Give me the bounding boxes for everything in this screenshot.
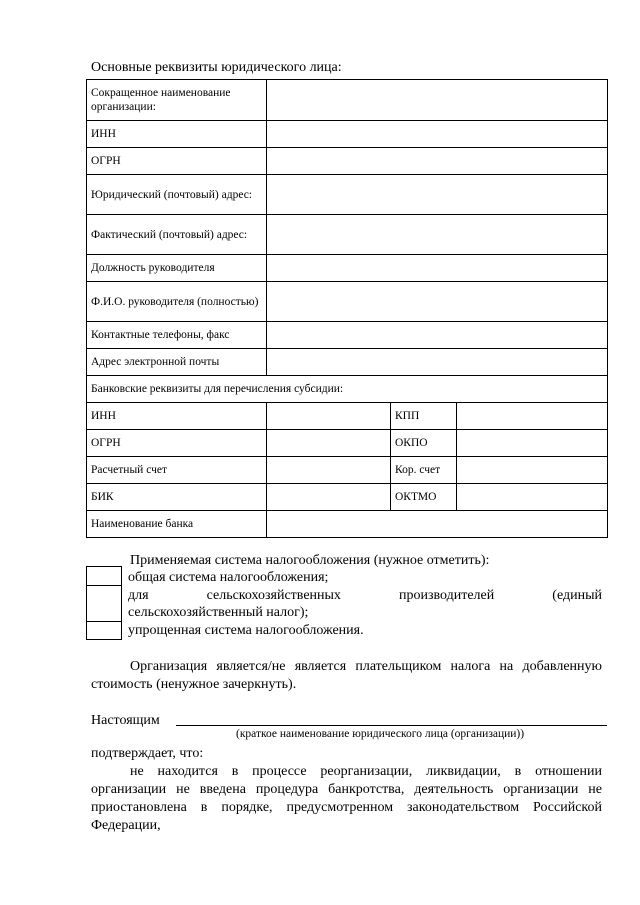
table-row <box>87 376 608 403</box>
organization-name-caption: (краткое наименование юридического лица (организации)) <box>236 728 525 740</box>
field-label: ОГРН <box>87 148 267 175</box>
tax-option-simplified-checkbox[interactable] <box>86 621 122 640</box>
table-row <box>87 121 608 148</box>
tax-option-agri-checkbox[interactable] <box>86 585 122 622</box>
confirm-paragraph-line: организации не введена процедура банкротства, деятельность организации не <box>91 782 602 797</box>
bank-field-value[interactable] <box>457 457 608 484</box>
table-row <box>87 282 608 322</box>
bank-field-label: ОКПО <box>391 430 457 457</box>
table-row <box>87 215 608 255</box>
bank-field-label: ОКТМО <box>391 484 457 511</box>
table-row <box>87 484 608 511</box>
table-row <box>87 148 608 175</box>
bank-field-value[interactable] <box>457 430 608 457</box>
bank-field-value[interactable] <box>457 403 608 430</box>
tax-option-simplified-label: упрощенная система налогообложения. <box>128 623 364 638</box>
field-label: Должность руководителя <box>87 255 267 282</box>
confirm-paragraph-line: приостановлена в порядке, предусмотренном законодательством Российской <box>91 800 602 815</box>
table-row <box>87 255 608 282</box>
table-row <box>87 511 608 538</box>
table-row <box>87 457 608 484</box>
field-value[interactable] <box>267 282 608 322</box>
tax-option-general-label: общая система налогообложения; <box>128 570 329 585</box>
field-value[interactable] <box>267 215 608 255</box>
field-label: Юридический (почтовый) адрес: <box>87 175 267 215</box>
section-title: Основные реквизиты юридического лица: <box>91 60 342 75</box>
bank-section-header: Банковские реквизиты для перечисления субсидии: <box>87 376 608 403</box>
table-row <box>87 430 608 457</box>
field-value[interactable] <box>267 349 608 376</box>
field-value[interactable] <box>267 255 608 282</box>
confirm-paragraph-line: не находится в процессе реорганизации, ликвидации, в отношении <box>130 764 602 779</box>
tax-option-general-checkbox[interactable] <box>86 566 122 586</box>
bank-field-value[interactable] <box>267 484 391 511</box>
bank-field-label: КПП <box>391 403 457 430</box>
organization-name-line[interactable] <box>176 713 607 726</box>
field-label: Фактический (почтовый) адрес: <box>87 215 267 255</box>
requisites-table <box>86 79 608 538</box>
bank-field-value[interactable] <box>267 430 391 457</box>
bank-field-label: ИНН <box>87 403 267 430</box>
table-row <box>87 80 608 121</box>
field-value[interactable] <box>267 121 608 148</box>
confirm-lead: Настоящим <box>91 713 160 728</box>
bank-field-label: ОГРН <box>87 430 267 457</box>
field-label: Сокращенное наименование организации: <box>87 80 267 121</box>
field-label: Ф.И.О. руководителя (полностью) <box>87 282 267 322</box>
vat-statement: Организация является/не является плательщиком налога на добавленную <box>130 659 602 674</box>
field-value[interactable] <box>267 80 608 121</box>
vat-statement-cont: стоимость (ненужное зачеркнуть). <box>91 677 297 692</box>
field-value[interactable] <box>267 175 608 215</box>
table-row <box>87 175 608 215</box>
field-value[interactable] <box>267 148 608 175</box>
bank-field-value[interactable] <box>267 511 608 538</box>
bank-field-label: БИК <box>87 484 267 511</box>
bank-field-label: Наименование банка <box>87 511 267 538</box>
table-row <box>87 349 608 376</box>
field-label: Контактные телефоны, факс <box>87 322 267 349</box>
confirm-paragraph-line: Федерации, <box>91 818 161 833</box>
bank-field-label: Расчетный счет <box>87 457 267 484</box>
bank-field-label: Кор. счет <box>391 457 457 484</box>
table-row <box>87 322 608 349</box>
tax-option-agri-label: для сельскохозяйственных производителей (единый <box>128 588 602 603</box>
field-label: Адрес электронной почты <box>87 349 267 376</box>
bank-field-value[interactable] <box>267 403 391 430</box>
field-value[interactable] <box>267 322 608 349</box>
bank-field-value[interactable] <box>457 484 608 511</box>
field-label: ИНН <box>87 121 267 148</box>
bank-field-value[interactable] <box>267 457 391 484</box>
confirm-statement: подтверждает, что: <box>91 746 204 761</box>
tax-heading: Применяемая система налогообложения (нужное отметить): <box>130 553 490 568</box>
table-row <box>87 403 608 430</box>
tax-option-agri-label-cont: сельскохозяйственный налог); <box>128 605 309 620</box>
